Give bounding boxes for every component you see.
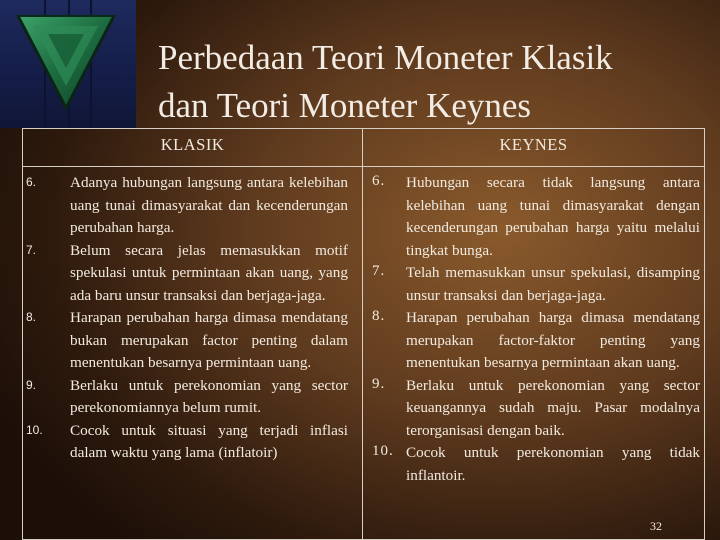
list-item bbox=[372, 262, 700, 307]
klasik-list bbox=[26, 172, 348, 465]
list-item bbox=[26, 172, 348, 240]
item-text: Berlaku untuk perekonomian yang sector perekonomiannya belum rumit. bbox=[70, 376, 348, 416]
item-number: 9. bbox=[26, 377, 37, 392]
item-number: 6. bbox=[26, 175, 37, 189]
title-line-2: dan Teori Moneter Keynes bbox=[158, 86, 532, 125]
item-text: Berlaku untuk perekonomian yang sector keuangannya sudah maju. Pasar modalnya terorganisasi dengan baik. bbox=[406, 376, 700, 439]
item-number: 6. bbox=[372, 173, 386, 189]
keynes-column bbox=[363, 167, 705, 540]
item-text: Harapan perubahan harga dimasa mendatang merupakan factor-faktor penting yang menentukan besarnya permintaan akan uang. bbox=[406, 309, 700, 371]
list-item bbox=[26, 420, 348, 465]
title-line-1: Perbedaan Teori Moneter Klasik bbox=[158, 38, 613, 77]
list-item bbox=[26, 375, 348, 420]
item-text: Telah memasukkan unsur spekulasi, disamping unsur transaksi dan berjaga-jaga. bbox=[406, 264, 700, 304]
header-keynes: KEYNES bbox=[363, 129, 705, 167]
item-number: 9. bbox=[372, 375, 386, 392]
list-item bbox=[372, 442, 700, 487]
green-gem-triangle-icon bbox=[14, 12, 118, 112]
item-number: 8. bbox=[372, 308, 386, 324]
list-item bbox=[26, 307, 348, 375]
item-text: Adanya hubungan langsung antara kelebihan uang tunai dimasyarakat dan kecenderungan perubahan harga. bbox=[70, 174, 348, 236]
item-number: 10. bbox=[372, 443, 394, 459]
item-text: Cocok untuk situasi yang terjadi inflasi dalam waktu yang lama (inflatoir) bbox=[70, 421, 348, 461]
list-item bbox=[372, 172, 700, 262]
item-text: Harapan perubahan harga dimasa mendatang bukan merupakan factor penting dalam menentukan besarnya permintaan uang. bbox=[70, 309, 348, 371]
item-text: Hubungan secara tidak langsung antara kelebihan uang tunai dimasyarakat dengan kecenderungan perubahan harga yaitu melalui tingkat bunga. bbox=[406, 174, 700, 259]
list-item bbox=[26, 240, 348, 308]
list-item bbox=[372, 307, 700, 375]
slide-title bbox=[158, 34, 698, 130]
klasik-column bbox=[23, 167, 363, 540]
item-number: 7. bbox=[372, 263, 386, 279]
item-number: 7. bbox=[26, 242, 37, 257]
item-number: 8. bbox=[26, 310, 37, 324]
item-number: 10. bbox=[26, 422, 43, 437]
item-text: Belum secara jelas memasukkan motif spekulasi untuk permintaan akan uang, yang ada baru unsur transaksi dan berjaga-jaga. bbox=[70, 241, 348, 304]
page-number: 32 bbox=[650, 519, 662, 533]
list-item bbox=[372, 375, 700, 443]
comparison-table bbox=[22, 128, 705, 540]
keynes-list bbox=[372, 172, 700, 487]
item-text: Cocok untuk perekonomian yang tidak inflantoir. bbox=[406, 444, 700, 484]
header-klasik: KLASIK bbox=[23, 129, 363, 167]
